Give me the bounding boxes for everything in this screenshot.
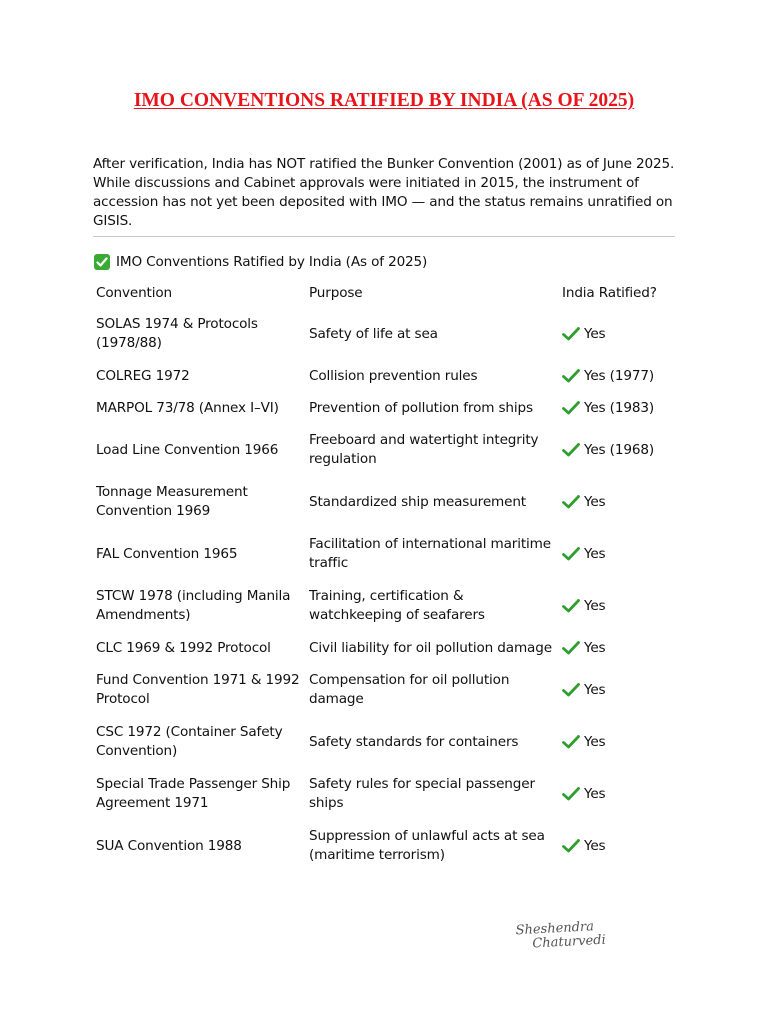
table-row xyxy=(93,424,677,476)
cell-convention: COLREG 1972 xyxy=(96,367,190,384)
cell-ratified xyxy=(559,580,677,632)
cell-ratified xyxy=(559,360,677,392)
ratified-status xyxy=(562,545,677,564)
cell-purpose: Safety standards for containers xyxy=(309,733,519,750)
column-header-convention: Convention xyxy=(96,284,172,301)
signature-line-1: Sheshendra xyxy=(515,919,595,939)
check-mark-icon xyxy=(562,839,580,853)
ratified-text: Yes xyxy=(584,493,606,510)
cell-purpose: Facilitation of international maritime traffic xyxy=(309,536,551,571)
table-row xyxy=(93,820,677,872)
table-row xyxy=(93,716,677,768)
cell-convention: MARPOL 73/78 (Annex I–VI) xyxy=(96,399,279,416)
ratified-text: Yes xyxy=(584,837,606,854)
table-header-row xyxy=(93,278,677,308)
ratified-status xyxy=(562,399,677,418)
ratified-status xyxy=(562,733,677,752)
page-title: IMO CONVENTIONS RATIFIED BY INDIA (AS OF 2025) xyxy=(133,90,635,111)
signature-line-2: Chaturvedi xyxy=(531,932,607,952)
section-heading xyxy=(94,253,427,271)
check-mark-icon xyxy=(562,369,580,383)
ratified-text: Yes xyxy=(584,733,606,750)
cell-purpose: Prevention of pollution from ships xyxy=(309,399,533,416)
check-mark-icon xyxy=(562,641,580,655)
conventions-table xyxy=(93,278,677,872)
check-mark-icon xyxy=(562,599,580,613)
ratified-text: Yes (1983) xyxy=(584,399,654,416)
ratified-text: Yes xyxy=(584,545,606,562)
ratified-status xyxy=(562,493,677,512)
cell-purpose: Freeboard and watertight integrity regulation xyxy=(309,432,539,467)
cell-ratified xyxy=(559,820,677,872)
cell-ratified xyxy=(559,476,677,528)
divider xyxy=(93,236,675,237)
cell-ratified xyxy=(559,768,677,820)
ratified-text: Yes xyxy=(584,785,606,802)
table-row xyxy=(93,308,677,360)
check-mark-icon xyxy=(562,547,580,561)
cell-convention: Special Trade Passenger Ship Agreement 1971 xyxy=(96,776,291,811)
table-body xyxy=(93,308,677,872)
ratified-text: Yes xyxy=(584,597,606,614)
cell-purpose: Suppression of unlawful acts at sea (maritime terrorism) xyxy=(309,828,545,863)
check-mark-icon xyxy=(562,787,580,801)
check-box-icon xyxy=(94,254,110,270)
table-row xyxy=(93,528,677,580)
section-heading-text: IMO Conventions Ratified by India (As of 2025) xyxy=(116,254,428,270)
ratified-status xyxy=(562,325,677,344)
check-mark-icon xyxy=(562,401,580,415)
ratified-status xyxy=(562,367,677,386)
cell-convention: FAL Convention 1965 xyxy=(96,545,238,562)
intro-paragraph: After verification, India has NOT ratified the Bunker Convention (2001) as of June 2025. While discussions and Cabinet approvals were initiated in 2015, the instrument of accession has not yet been deposited with IMO — and the status remains unratified on GISIS. xyxy=(93,156,675,229)
check-mark-icon xyxy=(562,327,580,341)
ratified-status xyxy=(562,597,677,616)
column-header-ratified: India Ratified? xyxy=(562,284,657,301)
cell-convention: SOLAS 1974 & Protocols (1978/88) xyxy=(96,316,258,351)
cell-convention: STCW 1978 (including Manila Amendments) xyxy=(96,588,291,623)
ratified-status xyxy=(562,837,677,856)
cell-convention: Load Line Convention 1966 xyxy=(96,441,279,458)
cell-ratified xyxy=(559,424,677,476)
ratified-text: Yes (1977) xyxy=(584,367,654,384)
cell-purpose: Training, certification & watchkeeping of seafarers xyxy=(309,588,485,623)
cell-ratified xyxy=(559,308,677,360)
signature xyxy=(515,920,606,953)
ratified-text: Yes xyxy=(584,681,606,698)
table-row xyxy=(93,476,677,528)
cell-ratified xyxy=(559,632,677,664)
cell-ratified xyxy=(559,664,677,716)
table-row xyxy=(93,360,677,392)
cell-ratified xyxy=(559,392,677,424)
table-row xyxy=(93,632,677,664)
table-row xyxy=(93,580,677,632)
cell-purpose: Safety rules for special passenger ships xyxy=(309,776,535,811)
table-row xyxy=(93,392,677,424)
ratified-status xyxy=(562,681,677,700)
cell-purpose: Civil liability for oil pollution damage xyxy=(309,639,552,656)
check-mark-icon xyxy=(562,735,580,749)
cell-ratified xyxy=(559,528,677,580)
cell-purpose: Safety of life at sea xyxy=(309,325,438,342)
ratified-text: Yes xyxy=(584,325,606,342)
check-mark-icon xyxy=(562,443,580,457)
check-mark-icon xyxy=(562,495,580,509)
cell-ratified xyxy=(559,716,677,768)
table-row xyxy=(93,768,677,820)
cell-purpose: Compensation for oil pollution damage xyxy=(309,672,510,707)
check-mark-icon xyxy=(562,683,580,697)
cell-convention: CLC 1969 & 1992 Protocol xyxy=(96,639,271,656)
cell-purpose: Standardized ship measurement xyxy=(309,493,526,510)
cell-purpose: Collision prevention rules xyxy=(309,367,478,384)
ratified-status xyxy=(562,639,677,658)
cell-convention: Fund Convention 1971 & 1992 Protocol xyxy=(96,672,300,707)
column-header-purpose: Purpose xyxy=(309,284,363,301)
table-row xyxy=(93,664,677,716)
ratified-text: Yes xyxy=(584,639,606,656)
ratified-status xyxy=(562,441,677,460)
ratified-text: Yes (1968) xyxy=(584,441,654,458)
cell-convention: Tonnage Measurement Convention 1969 xyxy=(96,484,248,519)
cell-convention: CSC 1972 (Container Safety Convention) xyxy=(96,724,283,759)
ratified-status xyxy=(562,785,677,804)
cell-convention: SUA Convention 1988 xyxy=(96,837,242,854)
